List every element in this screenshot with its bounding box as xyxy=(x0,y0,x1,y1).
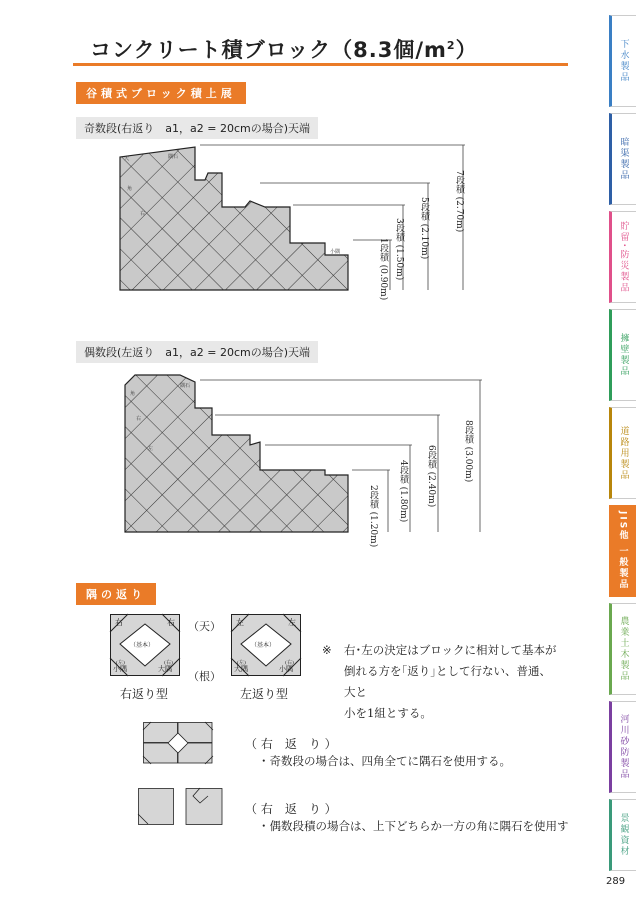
left-return-block xyxy=(231,614,301,676)
svg-text:小隅: 小隅 xyxy=(113,665,127,673)
case2-title: （ 右 返 り ） xyxy=(245,802,337,816)
note-line: 倒れる方を｢返り｣として行ない、普通、大と xyxy=(344,664,551,699)
note-line: 小を1組とする。 xyxy=(344,706,432,720)
svg-text:右: 右 xyxy=(140,211,146,217)
section-heading-corner: 隅の返り xyxy=(76,583,156,605)
svg-text:角: 角 xyxy=(127,186,133,192)
svg-text:（基本）: （基本） xyxy=(251,642,276,649)
tab-river[interactable]: 河川砂防製品 xyxy=(609,701,636,793)
corner-note xyxy=(322,640,562,724)
svg-text:右: 右 xyxy=(115,618,123,627)
section-heading-valley-stack: 谷積式ブロック積上展 xyxy=(76,82,246,104)
svg-text:左: 左 xyxy=(288,618,296,627)
tab-agriculture[interactable]: 農業土木製品 xyxy=(609,603,636,695)
tab-road[interactable]: 道路用製品 xyxy=(609,407,636,499)
odd-caption: 奇数段(右返り a1，a2 = 20cmの場合)天端 xyxy=(76,117,318,139)
svg-text:(左): (左) xyxy=(116,660,125,666)
page-title: コンクリート積ブロック（8.3個$/m^2$） xyxy=(90,38,478,62)
svg-text:隅石: 隅石 xyxy=(180,383,191,389)
even-wall-shape xyxy=(125,375,348,532)
title-rule xyxy=(73,63,568,66)
case2-text: ・偶数段積の場合は、上下どちらか一方の角に隅石を使用す xyxy=(258,819,569,833)
svg-text:大隅: 大隅 xyxy=(158,665,172,673)
case1-title: （ 右 返 り ） xyxy=(245,737,337,751)
odd-wall-shape xyxy=(120,147,348,290)
svg-text:(右): (右) xyxy=(164,660,173,666)
page-number: 289 xyxy=(606,876,626,887)
tab-storage[interactable]: 貯留･防災製品 xyxy=(609,211,636,303)
svg-text:小隅: 小隅 xyxy=(330,249,341,255)
tab-jis-general[interactable]: JIS他 一般製品 xyxy=(609,505,636,597)
svg-text:（基本）: （基本） xyxy=(130,642,155,649)
svg-text:角: 角 xyxy=(130,391,136,397)
right-return-block xyxy=(110,614,180,676)
tab-sewer[interactable]: 下水製品 xyxy=(609,15,636,107)
svg-text:左: 左 xyxy=(148,446,154,452)
svg-text:小隅: 小隅 xyxy=(279,665,293,673)
left-return-caption: 左返り型 xyxy=(240,687,289,701)
bottom-label: （根） xyxy=(188,670,221,683)
case2-blocks xyxy=(138,788,228,828)
case1-text: ・奇数段の場合は、四角全てに隅石を使用する。 xyxy=(258,754,511,768)
svg-text:右: 右 xyxy=(136,416,142,422)
tab-culvert[interactable]: 暗渠製品 xyxy=(609,113,636,205)
note-mark: ※ xyxy=(322,643,332,657)
svg-text:隅石: 隅石 xyxy=(168,154,179,160)
top-label: （天） xyxy=(188,620,221,633)
case1-blocks xyxy=(143,722,213,764)
svg-text:大隅: 大隅 xyxy=(234,665,248,673)
svg-text:右: 右 xyxy=(167,618,175,627)
tab-retaining[interactable]: 擁壁製品 xyxy=(609,309,636,401)
svg-text:大: 大 xyxy=(124,156,130,162)
even-wall-diagram xyxy=(100,370,500,540)
even-caption: 偶数段(左返り a1，a2 = 20cmの場合)天端 xyxy=(76,341,318,363)
svg-text:(左): (左) xyxy=(237,660,246,666)
odd-wall-diagram xyxy=(100,135,500,295)
note-line: 右･左の決定はブロックに相対して基本が xyxy=(344,643,557,657)
svg-text:左: 左 xyxy=(236,618,244,627)
tab-landscape[interactable]: 景観資材 xyxy=(609,799,636,871)
right-return-caption: 右返り型 xyxy=(120,687,169,701)
svg-text:(右): (右) xyxy=(285,660,294,666)
